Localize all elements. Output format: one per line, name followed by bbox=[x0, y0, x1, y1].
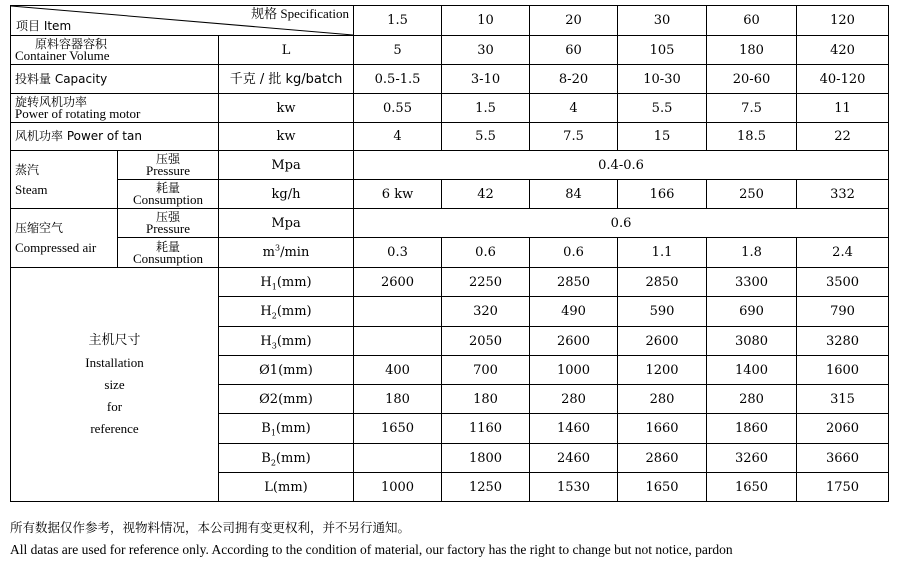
table-cell: 7.5 bbox=[707, 94, 797, 123]
table-cell: 315 bbox=[797, 385, 889, 414]
spec-4: 30 bbox=[618, 6, 707, 36]
table-cell: 1650 bbox=[707, 473, 797, 502]
table-cell: 1.1 bbox=[618, 238, 707, 268]
installation-label-en-1: Installation bbox=[85, 354, 144, 370]
steam-pressure-unit: Mpa bbox=[219, 151, 354, 180]
table-cell: 8-20 bbox=[530, 65, 618, 94]
table-cell: 3260 bbox=[707, 444, 797, 473]
table-cell bbox=[354, 444, 442, 473]
table-cell: 84 bbox=[530, 180, 618, 209]
table-cell: 790 bbox=[797, 297, 889, 327]
table-cell: 4 bbox=[530, 94, 618, 123]
table-cell: 320 bbox=[442, 297, 530, 327]
table-cell: 105 bbox=[618, 36, 707, 65]
dim-unit: (mm) bbox=[272, 479, 308, 495]
installation-label-en-4: reference bbox=[90, 420, 139, 436]
container-volume-label-en: Container Volume bbox=[15, 48, 110, 63]
container-volume-unit: L bbox=[219, 36, 354, 65]
table-cell: 1650 bbox=[354, 414, 442, 444]
dim-sub: 2 bbox=[271, 311, 277, 321]
note-english: All datas are used for reference only. According to the condition of material, our factory has the right to change but not notice, pardon bbox=[10, 542, 733, 557]
table-cell: 690 bbox=[707, 297, 797, 327]
table-cell: 7.5 bbox=[530, 123, 618, 151]
table-cell: 1250 bbox=[442, 473, 530, 502]
header-row bbox=[11, 6, 889, 36]
table-cell: 2600 bbox=[530, 327, 618, 356]
air-consumption-label bbox=[118, 238, 219, 268]
table-cell: 10-30 bbox=[618, 65, 707, 94]
table-cell: 3280 bbox=[797, 327, 889, 356]
table-cell: 180 bbox=[442, 385, 530, 414]
dim-base: H bbox=[260, 333, 272, 349]
dimension-name bbox=[219, 385, 354, 414]
dim-unit: (mm) bbox=[276, 333, 312, 349]
dim-base: H bbox=[260, 304, 272, 319]
power-of-tan-label bbox=[11, 123, 219, 151]
item-label: 项目 Item bbox=[16, 19, 72, 33]
capacity-row bbox=[11, 65, 889, 94]
table-cell: 1.5 bbox=[442, 94, 530, 123]
steam-consumption-label bbox=[118, 180, 219, 209]
table-cell: 2250 bbox=[442, 268, 530, 297]
air-consumption-row bbox=[11, 238, 889, 268]
table-cell bbox=[354, 327, 442, 356]
capacity-unit: 千克 / 批 kg/batch bbox=[219, 65, 354, 94]
table-cell: 280 bbox=[707, 385, 797, 414]
power-of-tan-label-text: 风机功率 Power of tan bbox=[15, 129, 142, 143]
table-cell: 0.5-1.5 bbox=[354, 65, 442, 94]
table-cell: 400 bbox=[354, 356, 442, 385]
table-cell: 1000 bbox=[530, 356, 618, 385]
table-cell: 490 bbox=[530, 297, 618, 327]
dim-base: Ø2 bbox=[259, 391, 279, 407]
rotating-motor-label bbox=[11, 94, 219, 123]
rotating-motor-label-en: Power of rotating motor bbox=[15, 106, 141, 121]
table-cell: 2050 bbox=[442, 327, 530, 356]
rotating-motor-row bbox=[11, 94, 889, 123]
table-cell: 2850 bbox=[618, 268, 707, 297]
unit-base: m bbox=[262, 245, 275, 260]
table-cell: 590 bbox=[618, 297, 707, 327]
container-volume-label bbox=[11, 36, 219, 65]
table-cell: 20-60 bbox=[707, 65, 797, 94]
air-consumption-label-en: Consumption bbox=[132, 250, 204, 266]
dim-unit: (mm) bbox=[278, 362, 313, 378]
table-cell: 1750 bbox=[797, 473, 889, 502]
steam-pressure-value: 0.4-0.6 bbox=[354, 151, 889, 180]
air-pressure-value: 0.6 bbox=[354, 209, 889, 238]
steam-consumption-label-cn: 耗量 bbox=[155, 181, 180, 195]
table-cell: 2060 bbox=[797, 414, 889, 444]
table-cell: 0.6 bbox=[442, 238, 530, 268]
table-cell: 5 bbox=[354, 36, 442, 65]
table-cell: 1000 bbox=[354, 473, 442, 502]
table-cell: 5.5 bbox=[442, 123, 530, 151]
rotating-motor-label-cn: 旋转风机功率 bbox=[15, 95, 88, 109]
air-pressure-label-cn: 压强 bbox=[155, 210, 180, 224]
spec-1: 1.5 bbox=[354, 6, 442, 36]
table-cell: 30 bbox=[442, 36, 530, 65]
table-cell: 0.3 bbox=[354, 238, 442, 268]
table-cell: 40-120 bbox=[797, 65, 889, 94]
dim-sub: 1 bbox=[271, 282, 277, 292]
table-cell: 2.4 bbox=[797, 238, 889, 268]
table-cell: 1.8 bbox=[707, 238, 797, 268]
table-cell: 2460 bbox=[530, 444, 618, 473]
air-consumption-unit bbox=[219, 238, 354, 268]
steam-consumption-label-en: Consumption bbox=[132, 192, 204, 207]
dimension-name bbox=[219, 356, 354, 385]
table-cell: 15 bbox=[618, 123, 707, 151]
capacity-label-text: 投料量 Capacity bbox=[15, 71, 108, 86]
compressed-air-label-cn: 压缩空气 bbox=[15, 221, 64, 235]
dim-unit: (mm) bbox=[278, 391, 313, 407]
table-cell: 1660 bbox=[618, 414, 707, 444]
dimension-name bbox=[219, 444, 354, 473]
spec-3: 20 bbox=[530, 6, 618, 36]
table-cell: 1530 bbox=[530, 473, 618, 502]
table-cell: 3300 bbox=[707, 268, 797, 297]
table-cell: 6 kw bbox=[354, 180, 442, 209]
table-cell: 1200 bbox=[618, 356, 707, 385]
air-pressure-row bbox=[11, 209, 889, 238]
table-cell: 2860 bbox=[618, 444, 707, 473]
dim-sub: 1 bbox=[270, 428, 276, 438]
table-cell: 22 bbox=[797, 123, 889, 151]
spec-6: 120 bbox=[797, 6, 889, 36]
dim-base: H bbox=[260, 274, 272, 290]
table-cell: 332 bbox=[797, 180, 889, 209]
table-cell: 180 bbox=[354, 385, 442, 414]
dim-base: L bbox=[264, 479, 273, 495]
dim-base: B bbox=[261, 450, 271, 466]
dim-unit: (mm) bbox=[276, 304, 312, 319]
installation-size-label bbox=[11, 268, 219, 502]
table-cell: 700 bbox=[442, 356, 530, 385]
unit-superscript: 3 bbox=[275, 243, 281, 253]
capacity-label bbox=[11, 65, 219, 94]
table-cell: 250 bbox=[707, 180, 797, 209]
note-chinese: 所有数据仅作参考，视物料情况，本公司拥有变更权利，并不另行通知。 bbox=[10, 520, 411, 535]
table-cell: 42 bbox=[442, 180, 530, 209]
installation-label-cn: 主机尺寸 bbox=[88, 332, 141, 348]
air-consumption-label-cn: 耗量 bbox=[155, 239, 180, 254]
table-cell: 18.5 bbox=[707, 123, 797, 151]
dimension-name bbox=[219, 327, 354, 356]
steam-pressure-row bbox=[11, 151, 889, 180]
steam-consumption-unit: kg/h bbox=[219, 180, 354, 209]
steam-label-en: Steam bbox=[15, 181, 48, 197]
table-cell: 2600 bbox=[354, 268, 442, 297]
table-cell: 1160 bbox=[442, 414, 530, 444]
air-pressure-label-en: Pressure bbox=[145, 221, 191, 236]
dim-base: Ø1 bbox=[259, 362, 279, 378]
table-cell: 1650 bbox=[618, 473, 707, 502]
table-cell: 4 bbox=[354, 123, 442, 151]
table-cell: 3080 bbox=[707, 327, 797, 356]
dimension-name bbox=[219, 414, 354, 444]
power-of-tan-unit: kw bbox=[219, 123, 354, 151]
steam-pressure-label-cn: 压强 bbox=[155, 152, 180, 166]
table-cell: 280 bbox=[618, 385, 707, 414]
rotating-motor-unit: kw bbox=[219, 94, 354, 123]
power-of-tan-row bbox=[11, 123, 889, 151]
table-cell: 1460 bbox=[530, 414, 618, 444]
container-volume-row bbox=[11, 36, 889, 65]
air-pressure-label bbox=[118, 209, 219, 238]
compressed-air-label-en: Compressed air bbox=[15, 240, 97, 255]
steam-pressure-label bbox=[118, 151, 219, 180]
table-cell: 1400 bbox=[707, 356, 797, 385]
table-cell: 3500 bbox=[797, 268, 889, 297]
steam-consumption-row bbox=[11, 180, 889, 209]
dimension-row-h1 bbox=[11, 268, 889, 297]
spec-5: 60 bbox=[707, 6, 797, 36]
steam-label-cn: 蒸汽 bbox=[15, 162, 40, 177]
steam-pressure-label-en: Pressure bbox=[145, 163, 191, 178]
table-cell: 180 bbox=[707, 36, 797, 65]
dim-base: B bbox=[261, 421, 271, 436]
dimension-name bbox=[219, 268, 354, 297]
dim-sub: 2 bbox=[270, 458, 276, 468]
dim-unit: (mm) bbox=[275, 421, 311, 436]
table-cell: 2850 bbox=[530, 268, 618, 297]
table-cell: 0.6 bbox=[530, 238, 618, 268]
specification-table bbox=[10, 5, 889, 502]
table-cell: 3-10 bbox=[442, 65, 530, 94]
table-cell: 3660 bbox=[797, 444, 889, 473]
dim-unit: (mm) bbox=[275, 450, 311, 466]
steam-label bbox=[11, 151, 118, 209]
container-volume-label-cn: 原料容器容积 bbox=[35, 37, 108, 51]
table-cell: 166 bbox=[618, 180, 707, 209]
header-diagonal-cell bbox=[11, 6, 354, 36]
footnotes bbox=[10, 517, 890, 561]
installation-label-en-2: size bbox=[104, 376, 125, 392]
compressed-air-label bbox=[11, 209, 118, 268]
dim-unit: (mm) bbox=[276, 274, 312, 290]
table-cell: 2600 bbox=[618, 327, 707, 356]
spec-2: 10 bbox=[442, 6, 530, 36]
dimension-name bbox=[219, 473, 354, 502]
table-cell: 11 bbox=[797, 94, 889, 123]
table-cell: 1860 bbox=[707, 414, 797, 444]
specification-label: 规格 Specification bbox=[251, 6, 350, 21]
table-cell: 1600 bbox=[797, 356, 889, 385]
table-cell: 280 bbox=[530, 385, 618, 414]
air-pressure-unit: Mpa bbox=[219, 209, 354, 238]
table-cell: 1800 bbox=[442, 444, 530, 473]
table-cell: 420 bbox=[797, 36, 889, 65]
unit-rest: /min bbox=[280, 245, 310, 260]
dimension-name bbox=[219, 297, 354, 327]
table-cell bbox=[354, 297, 442, 327]
table-cell: 5.5 bbox=[618, 94, 707, 123]
dim-sub: 3 bbox=[271, 341, 277, 351]
table-cell: 60 bbox=[530, 36, 618, 65]
table-cell: 0.55 bbox=[354, 94, 442, 123]
installation-label-en-3: for bbox=[106, 398, 123, 414]
